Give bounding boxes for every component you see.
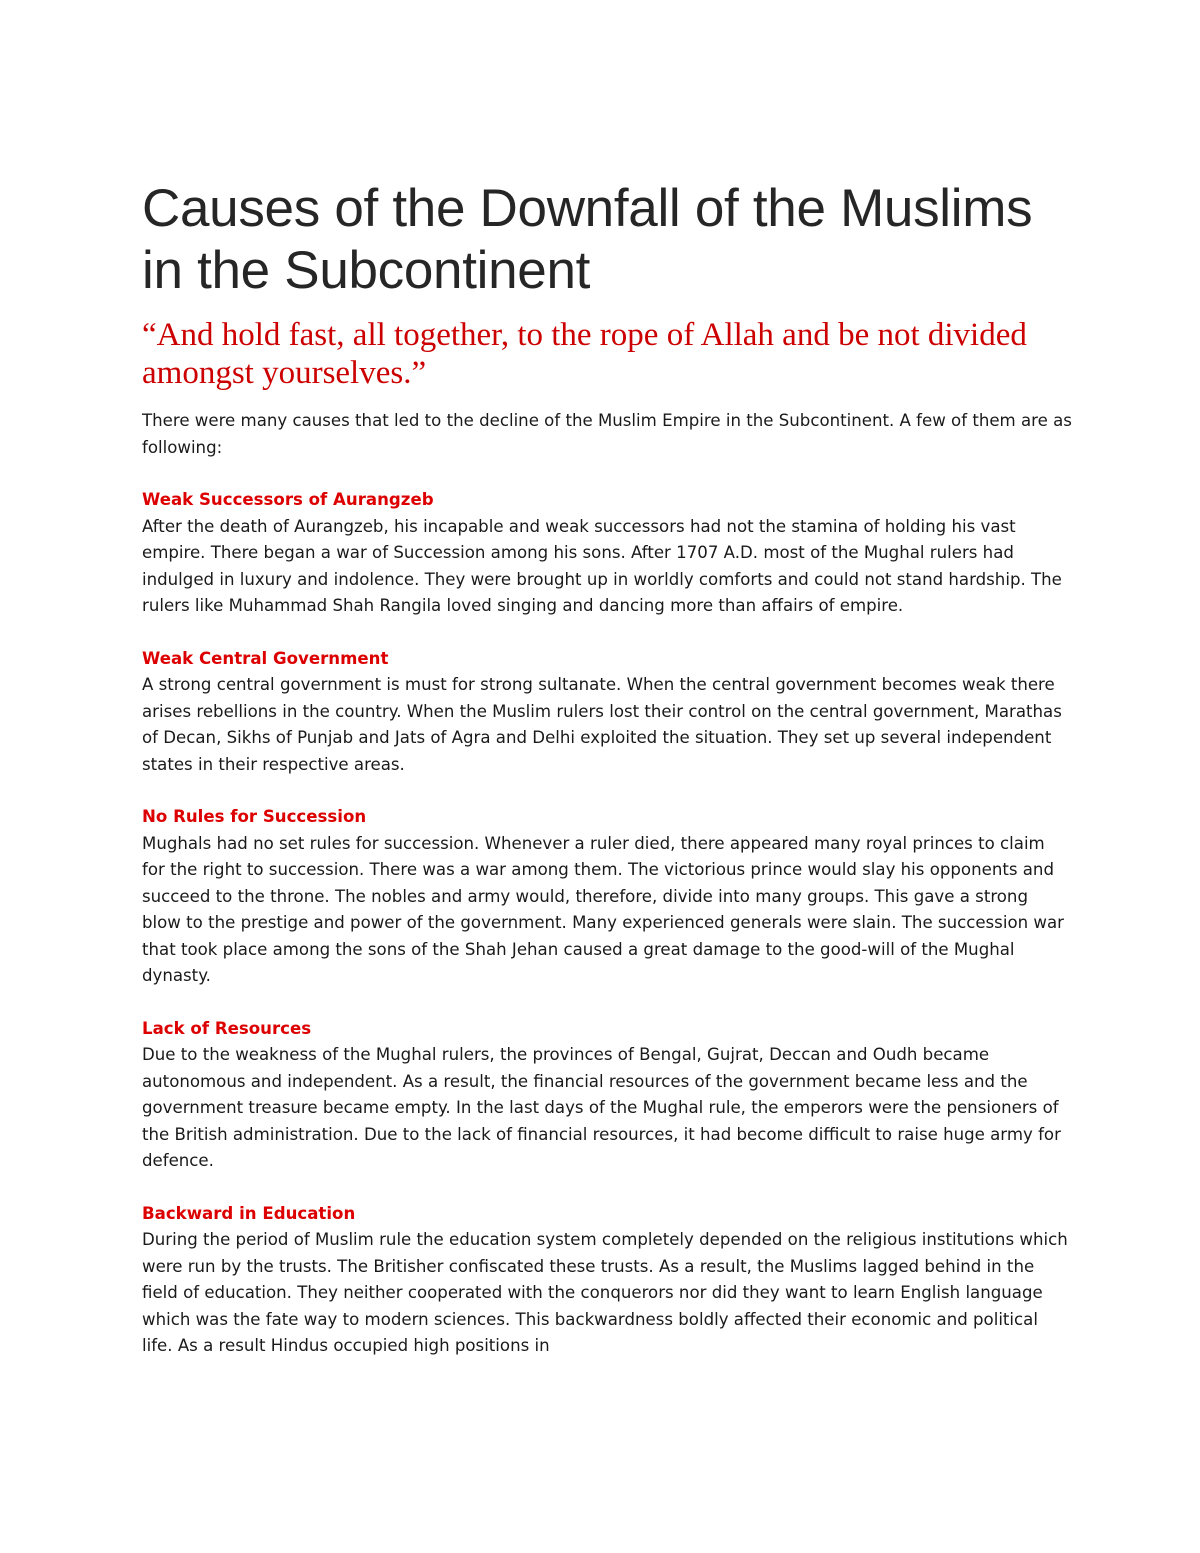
section-weak-central-government <box>142 646 1072 779</box>
document-page <box>142 178 1072 1360</box>
section-backward-education <box>142 1201 1072 1360</box>
section-weak-successors <box>142 487 1072 620</box>
section-heading: Backward in Education <box>142 1203 356 1223</box>
section-heading: No Rules for Succession <box>142 807 367 826</box>
section-body: Mughals had no set rules for succession. Whenever a ruler died, there appeared many royal princes to claim for the right to succession. There was a war among them. The victorious prince would slay his opponents and succeed to the throne. The nobles and army would, therefore, divide into many groups. This gave a strong blow to the prestige and power of the government. Many experienced generals were slain. The succession war that took place among the sons of the Shah Jehan caused a great damage to the good-will of the Mughal dynasty. <box>142 833 1064 985</box>
section-body: A strong central government is must for strong sultanate. When the central government becomes weak there arises rebellions in the country. When the Muslim rulers lost their control on the central government, Marathas of Decan, Sikhs of Punjab and Jats of Agra and Delhi exploited the situation. They set up several independent states in their respective areas. <box>142 675 1062 774</box>
section-body: During the period of Muslim rule the education system completely depended on the religious institutions which were run by the trusts. The Britisher confiscated these trusts. As a result, the Muslims lagged behind in the field of education. They neither cooperated with the conquerors nor did they want to learn English language which was the fate way to modern sciences. This backwardness boldly affected their economic and political life. As a result Hindus occupied high positions in <box>142 1230 1068 1355</box>
intro-paragraph: There were many causes that led to the decline of the Muslim Empire in the Subcontinent. A few of them are as following: <box>142 411 1072 457</box>
section-no-rules-succession <box>142 804 1072 990</box>
section-body: Due to the weakness of the Mughal rulers, the provinces of Bengal, Gujrat, Deccan and Oudh became autonomous and independent. As a result, the financial resources of the government became less and the government treasure became empty. In the last days of the Mughal rule, the emperors were the pensioners of the British administration. Due to the lack of financial resources, it had become difficult to raise huge army for defence. <box>142 1045 1061 1170</box>
section-body: After the death of Aurangzeb, his incapable and weak successors had not the stamina of holding his vast empire. There began a war of Succession among his sons. After 1707 A.D. most of the Mughal rulers had indulged in luxury and indolence. They were brought up in worldly comforts and could not stand hardship. The rulers like Muhammad Shah Rangila loved singing and dancing more than affairs of empire. <box>142 516 1062 615</box>
section-heading: Weak Successors of Aurangzeb <box>142 490 434 509</box>
quote: “And hold fast, all together, to the rope of Allah and be not divided amongst yourselves.” <box>142 317 1027 391</box>
document-title: Causes of the Downfall of the Muslims in the Subcontinent <box>142 179 1033 300</box>
section-heading: Weak Central Government <box>142 648 389 668</box>
section-lack-of-resources <box>142 1016 1072 1175</box>
section-heading: Lack of Resources <box>142 1018 312 1038</box>
